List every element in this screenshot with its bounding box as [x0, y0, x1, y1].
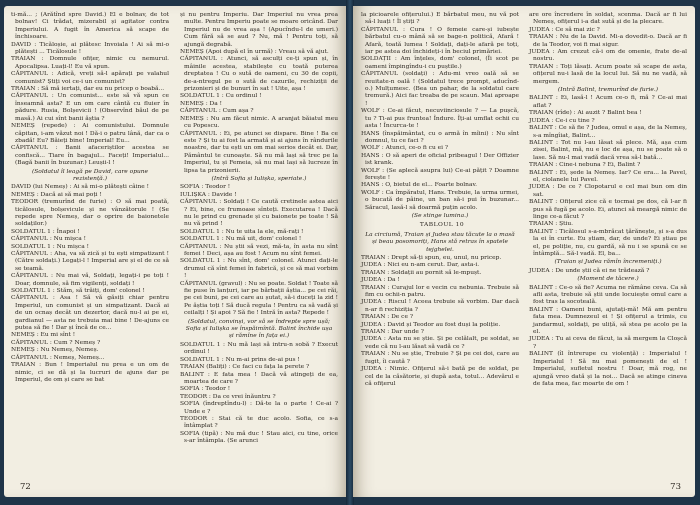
dialogue-line: NEMEȘ (Apoi după el în urmă) : Vreau să vă ajut.: [180, 49, 329, 56]
dialogue-line: SOLDATUL 1 : Nu mă lași să intru-n sobă ? Execut ordinul !: [180, 341, 338, 356]
dialogue-line: SOLDATUL 1 : Nu mă uit, dom' colonel !: [180, 236, 302, 243]
dialogue-line: CĂPITANUL : Atunci, să asculți ce-ți spun și, în mâinile acestea, stabilește cu toată puterea dreptatea ! Cu o sută de oameni, cu 30 de copii, de-a-ntregul pe o sută de cazurile, rechiziții de prizonieri și de bunuri în sat ! Uite, așa !: [180, 56, 338, 93]
dialogue-line: la picioarele ofițerului.) E bărbatul meu, nu vă pot să-l luați ! Îl știți ?: [361, 12, 519, 26]
dialogue-line: NEMEȘ : Da !: [180, 100, 223, 107]
stage-direction: La circiumă, Traian și Judea stau tăcute la o masă și beau posomoriți, Hans stă retras în spatele tejghelei.: [365, 231, 515, 253]
stage-direction: (Moment de tăcere.): [577, 276, 639, 283]
dialogue-line: SOFIA (îndreptîndu-l) : Dă-te la o parte ! Ce-ai ? Unde e ?: [180, 401, 338, 415]
dialogue-line: JUDEA : Ce să mai zic ?: [529, 26, 600, 33]
dialogue-line: SOLDATUL 1 : Stăm, să trăiți, dom' colonel !: [11, 288, 145, 295]
dialogue-line: TRAIAN : Cine-i nebuna ? Ei, Balint ?: [529, 162, 641, 169]
dialogue-line: NEMEȘ (repede) : Ai comunistului. Domnule căpitan, i-am văzut noi ! Dă-i o patru lână, dar ca o zbadă! Eu? Băieți bine! Imperial! Eu...: [11, 123, 169, 144]
dialogue-line: ti-mă... ; (Arătînd spre David.) El e bolnav, de tot bolnav! Ci trădat, mizerabil și agitator contra Imperiului. A fugit în America să scape de închisoare.: [11, 12, 169, 41]
dialogue-line: JUDEA : Tu ai ceva de făcut, ia să mergem la Cloșcă ?: [529, 336, 687, 350]
dialogue-line: SOLDATUL 1 : Nu sînt, dom' colonel. Atunci dați-le drumul că sînt femei în fabrică, și ce să mai vorbim !: [180, 258, 338, 280]
left-page: [4, 6, 347, 497]
dialogue-line: JUDEA : Riscul ! Aceea trebuie să vorbim. Dar dacă n-ar fi rechiziția ?: [361, 299, 519, 313]
dialogue-line: DAVID : Ticăloșie, ai plătesc Invoiala ! Ai să mi-o plătești ... Ticălosule !: [11, 41, 169, 56]
dialogue-line: CĂPITANUL : Cura ! O femeie care-și iubește bărbatul cu-o mână să se bage-n politică, Afară ! Afară, toată lumea ! Soldați, dați-le afară pe toți, iar pe astea doi închideți-i în beciul primăriei.: [361, 26, 519, 56]
dialogue-line: SOLDAȚII : Am înțeles, dom' colonel, (Îi scot pe oameni împingîndu-i cu puștile.): [361, 56, 519, 70]
stage-direction: (Soldatul, convinși, vor să se îndrepte spre ușă; Sofia și Iulișka se înspăimîntă. Balint închide ușa și rămîne în fața ei.): [185, 318, 333, 340]
dialogue-line: IULIȘKA : Davide !: [180, 191, 237, 198]
dialogue-line: TRAIAN : Domnule ofițer, nimic cu nemurul. Apocalipsa. Luați-l! Eu vă spun.: [11, 56, 169, 70]
dialogue-line: TEODOR : Da ce vrei înăuntru ?: [180, 393, 276, 400]
dialogue-line: BALINT : Ofițerul zice că e tocmai pe dos, că l-ar fi pus să fugă pe acolo. Ei, atunci să meargă nimic de linge ce-a făcut ?: [529, 199, 687, 220]
left-page-number: 72: [20, 482, 31, 492]
dialogue-line: TRAIAN : Să mă iertați, dar eu nu pricep o boabă...: [11, 86, 165, 93]
dialogue-line: BALINT : Ei, șede la Nemeș. Iar? Ce era... la Pavel, el, ciolanele lui Pavel.: [529, 169, 687, 183]
dialogue-line: SOFIA (tipă) : Nu mă duc ! Stau aici, cu tine, orice s-ar întâmpla. (Se arunci: [180, 430, 338, 445]
dialogue-line: JUDEA : Nici eu n-am cerut. Dar, asta-i.: [361, 262, 480, 269]
dialogue-line: CĂPITANUL : Adică, vreți să-l apărați pe valahul comunist? Știți voi ce-i un comunist?: [11, 71, 169, 85]
right-page-column-1: [361, 12, 519, 388]
dialogue-line: are ore încredere în soldat, scenma. Dacă ar fi lui Nemeș, ofițerul i-a dat sută și de la plecare.: [529, 12, 687, 26]
dialogue-line: WOLF : Atunci, ce-o fi cu ei ?: [361, 145, 449, 152]
dialogue-line: JUDEA : Am crezut că-i om de omenie, frate de-al nostru.: [529, 49, 687, 63]
dialogue-line: NEMEȘ : Nu Nemeș, Nemeș.: [11, 347, 99, 354]
dialogue-line: JUDEA : David și Teodor au fost duși la poliție.: [361, 321, 501, 328]
dialogue-line: CĂPITANUL : Cum așa ?: [180, 108, 254, 115]
dialogue-line: NEMEȘ : Dacă ai să mai poți !: [11, 191, 102, 198]
dialogue-line: SOLDATUL 1 : Cu ordinul !: [180, 93, 262, 100]
dialogue-line: CĂPITANUL : Asa ! Să vă găsiți chiar pentru Imperiul, un comunist și un simpatizant. Dacă ai de un ocnaș decât un dezertor, dacă nu-l ai pe ei, gardianul — asta ne trebuia mai bine ! De-ajuns ce putea să fie ! Dar și încă de ce...: [11, 295, 169, 332]
dialogue-line: SOFIA : Teodor !: [180, 386, 231, 393]
dialogue-line: TRAIAN : Drept să-ți spun, eu, unul, nu pricep.: [361, 255, 502, 261]
dialogue-line: și nu pentru Imperiu. Dar Imperiul nu vrea prea multe. Pentru Imperiu poate se moare oricând. Dar Imperiul nu de vrea așa ! (Apucîndu-l de umeri.) Cum fără să se aud ? Nu, mă ! Pentru toți, să ajungă degrabă.: [180, 12, 338, 48]
dialogue-line: DAVID (lui Nemeș) : Ai să mi-o plătești câine !: [11, 184, 150, 191]
dialogue-line: CĂPITANUL : Banii afaceriștilor acestea se confiscă... Tiare în bagajul... Faceți! Imperialul... (Bagă banii în buzunar.) Leușii-l !: [11, 145, 169, 167]
dialogue-line: SOLDATUL 1 : Nu mișca !: [11, 243, 89, 250]
dialogue-line: TRAIAN : Bun ! Imperialul nu prea e un om de nimic, ci se dă și la lucruri de ajuns dar pe Imperiul, de om și care se bat: [11, 362, 169, 383]
dialogue-line: TRAIAN : Soldații au pornit să le-mpușt.: [361, 269, 482, 276]
dialogue-line: JUDEA : De unde știi că ei ne trădează ?: [529, 267, 650, 274]
right-page-number: 73: [670, 482, 681, 492]
dialogue-line: CĂPITANUL (gravul) : Nu se poate. Soldat ! Toate să fie puse în lanțuri, iar pe bărbații ăștia... pe cei răi, pe cei buni, pe cei care au șutat, să-i duceți la zid ! Pe ăștia toți ! Să ducă regula ! Pentru ca să vadă și ceilalți ! Și apoi ? Să fie ! Intră în asta? Repede !: [180, 280, 338, 317]
dialogue-line: CĂPITANUL : Nu mai vă, Soldați, legați-i pe toți ! Doar, domnule, să fim vigilenți, soldați !: [11, 273, 169, 287]
dialogue-line: SOLDATUL 1 : Nu m-ai prins de-ai pus !: [180, 356, 300, 363]
dialogue-line: SOLDATUL 1 : Înapoi !: [11, 228, 80, 235]
dialogue-line: TRAIAN : Dar unde ?: [361, 329, 424, 336]
dialogue-line: TRAIAN : Toți lăsați. Acum poate să scape de asta, ofițerul nu-i lasă de la locul lui. Să nu ne vadă, să mergem.: [529, 63, 687, 85]
stage-direction: (Intră Sofia și Iulișka, speriate.): [211, 175, 307, 182]
dialogue-line: HANS : O, bietul de el... Foarte bolnav.: [361, 182, 477, 189]
dialogue-line: HANS : O să aperi de oficial pribeagul ! Der Offizier ist krank.: [361, 152, 519, 167]
dialogue-line: BALINT : E fata mea ! Dacă vă atingeți de ea, moartea de care ?: [180, 371, 338, 385]
dialogue-line: CĂPITANUL : Soldați ! Ce caută cretinele astea aici ? Ei, bine, ce frumoase sînteți. Executarea ! Dacă nu le prind cu grenade și cu baionete pe toate ! Să nu vă prind !: [180, 199, 338, 228]
scene-heading: TABLOUL 10: [419, 222, 465, 229]
dialogue-line: NEMEȘ : Eu mi sînt !: [11, 332, 76, 339]
dialogue-line: TRAIAN : Știu.: [529, 221, 574, 228]
dialogue-line: CĂPITANUL : Un comunist... este să vă spun ce înseamnă asta? E un om care cântă cu fluier în pădure. Rusia, Bolșevicii ! (Observînd băul de pe masă.) Ai cui sînt banii ăștia ?: [11, 93, 169, 122]
dialogue-line: TRAIAN (rîde) : Ai auzit ? Balint bea !: [529, 110, 642, 117]
right-page-column-2: [529, 12, 687, 388]
dialogue-line: CĂPITANUL : Ei, pe atunci se dispare. Bine ! Ba ce este ? Și tu ai fost la armată și ai ajuns în rândurile noastre, dar tu ești un om mai serios decât ei. Dar, Pământul te cunoaște. Să nu mă lași să trec pe la Imperiul, tu și Femeia, să nu mai lași să lucreze în lipsa ta prizonierii.: [180, 130, 338, 174]
dialogue-line: BALINT : Ce să fie ? Judea, omul e așa, de la Nemeș, s-a mîngîiat, Balint...: [529, 125, 687, 139]
dialogue-line: TRAIAN : De ce ?: [361, 314, 413, 321]
dialogue-line: TRAIAN (Baliți) : Ce faci cu fața la perete ?: [180, 364, 310, 371]
dialogue-line: JUDEA : Ce-i cu tine ?: [529, 117, 595, 124]
dialogue-line: HANS (înspăimântat, cu o armă în mîini) : Nu sînt domnul, tu ce faci ?: [361, 130, 519, 144]
dialogue-line: CĂPITANUL : Nu mișca !: [11, 236, 87, 243]
dialogue-line: JUDEA : Asta nu se știe. Și pe celălalt, pe soldat, se vede că nu l-au lăsat să vadă ce ?: [361, 336, 519, 350]
dialogue-line: TEODOR (tremurînd de furie) : O să mai poată, ticălosule, bolșevicule și ne vânzătorule ! (Se repede spre Nemeș, dar o oprire de baionetele soldaților.): [11, 199, 169, 228]
dialogue-line: NEMEȘ : Nu am făcut nimic. A aranjat băiatul meu cu Popescu.: [180, 115, 338, 130]
dialogue-line: SOLDATUL 1 : Nu te uita la ele, mă-rați !: [180, 228, 304, 235]
dialogue-line: JUDEA : Nimic. Ofițerul să-i bată pe de soldat, pe cel de la căsătorie, și după asta, totul... Adevărul e că ofițerul: [361, 366, 519, 387]
dialogue-line: TRAIAN : Nu de la David. Mi-a dovedit-o. Dacă ar fi de la Teodor, voi fi mai sigur.: [529, 34, 687, 48]
stage-direction: (Se stinge lumina.): [411, 212, 469, 219]
dialogue-line: CĂPITANUL : Aha, va să zică și tu ești simpatizant ! (Către soldați.) Legați-l ! Imperial are și el de ce să se teamă.: [11, 251, 169, 272]
dialogue-line: CĂPITANUL : Nemeș, Nemeș...: [11, 354, 105, 361]
dialogue-line: BALINT : Tot nu l-au lăsat să plece. Mă, așa cum zisei, Balint, mă, nu e loc de așa, nu se poate să o lase. Să nu-l mai vadă dacă vrea să-l bată...: [529, 139, 687, 161]
dialogue-line: BALINT (îl întrerupe cu violență) : Imperialul ! Imperialul ! Să nu mai pomenești de el ! Imperialul, sufletul nostru ! Doar, mă rog, ne ajungă vreo dată și la noi... Dacă se atinge cineva de fata mea, fac moarte de om !: [529, 351, 687, 387]
dialogue-line: CĂPITANUL : Cum ? Nemeș ?: [11, 339, 101, 346]
dialogue-line: SOFIA : Teodor !: [180, 184, 231, 191]
dialogue-line: BALINT : Ei, lasă-l ! Acum ce-o fi, mă ? Ce-ai mai aflat ?: [529, 95, 687, 109]
dialogue-line: BALINT : Oameni buni, ajutați-mă! Mă am pentru fata mea. Dumnezeul ei ! Și ofițerul a trimis, cu jandarmul, soldați, pe uliță, să stea pe acolo pe la el.: [529, 306, 687, 336]
right-page: [353, 6, 695, 497]
dialogue-line: BALINT : Ce-o să fie? Acuma ne rămâne ceva. Ca să afli asta, trebuie să știi unde locuiește omul care a fost tras la socoteală.: [529, 284, 687, 306]
dialogue-line: WOLF : Ca împăratul, Hans. Trebuie, la urma urmei, o bucată de pâine, un ban să-i pui în buzunar... Săracul, lasă-l să doarmă puțin acolo.: [361, 189, 519, 211]
dialogue-line: TRAIAN : Nu se știe, Trebuie ? Și pe cei doi, care au fugit, îi caută ?: [361, 351, 519, 365]
dialogue-line: TRAIAN : Curajul lor e vecin cu nebunia. Trebuie să fim cu ochii-n patru.: [361, 284, 519, 299]
dialogue-line: JUDEA : Da !: [361, 277, 400, 284]
stage-direction: (Soldatul îl leagă pe David, care opune rezistență.): [31, 168, 149, 182]
left-page-column-2: [180, 12, 338, 446]
dialogue-line: WOLF : (Se aplecă asupra lui) Ce-ai pățit ? Doamne ferește !: [361, 167, 519, 181]
dialogue-line: CĂPITANUL (soldați) : Adu-mi vreo oală să se reuitate-n oală ! (Soldatul trece prompt, aducînd-o.) Mulțumesc. (Bea un pahar, de la soldatul care tremură.) Aici fac treaba de pe scaun. Mai aproape !: [361, 71, 519, 107]
dialogue-line: WOLF : Ce-ai făcut, necuviinciosule ? — La pușcă, tu ? Ti-ai pus fruntea! Îndure. Îți-ai umflat ochii cu asta ! Încurca-te !: [361, 108, 519, 130]
dialogue-line: BALINT : Ticălosul s-a-mbrăcat țărănește, și s-a dus la ei în curte. Eu știam, dar, de unde? Ei știau pe el, pe poliție, nu, cu gardă, să nu i se spună ce se întâmplă... Să-l vadă. El, ba...: [529, 228, 687, 257]
dialogue-line: TEODOR : Stai că te duc acolo. Sofia, ce s-a întâmplat ?: [180, 415, 338, 430]
dialogue-line: JUDEA : De ce ? Clopotarul e cel mai bun om din sat.: [529, 184, 687, 198]
stage-direction: (Traian și Judea rămîn încremeniți.): [554, 259, 662, 266]
stage-direction: (Intră Balint, tremurînd de furie.): [557, 87, 659, 94]
left-page-column-1: [11, 12, 169, 384]
dialogue-line: CĂPITANUL : Nu știi să vezi, mă-ta, în asta nu sînt femei ! Deci, așa au fost ! Acum nu sînt femei.: [180, 243, 338, 257]
